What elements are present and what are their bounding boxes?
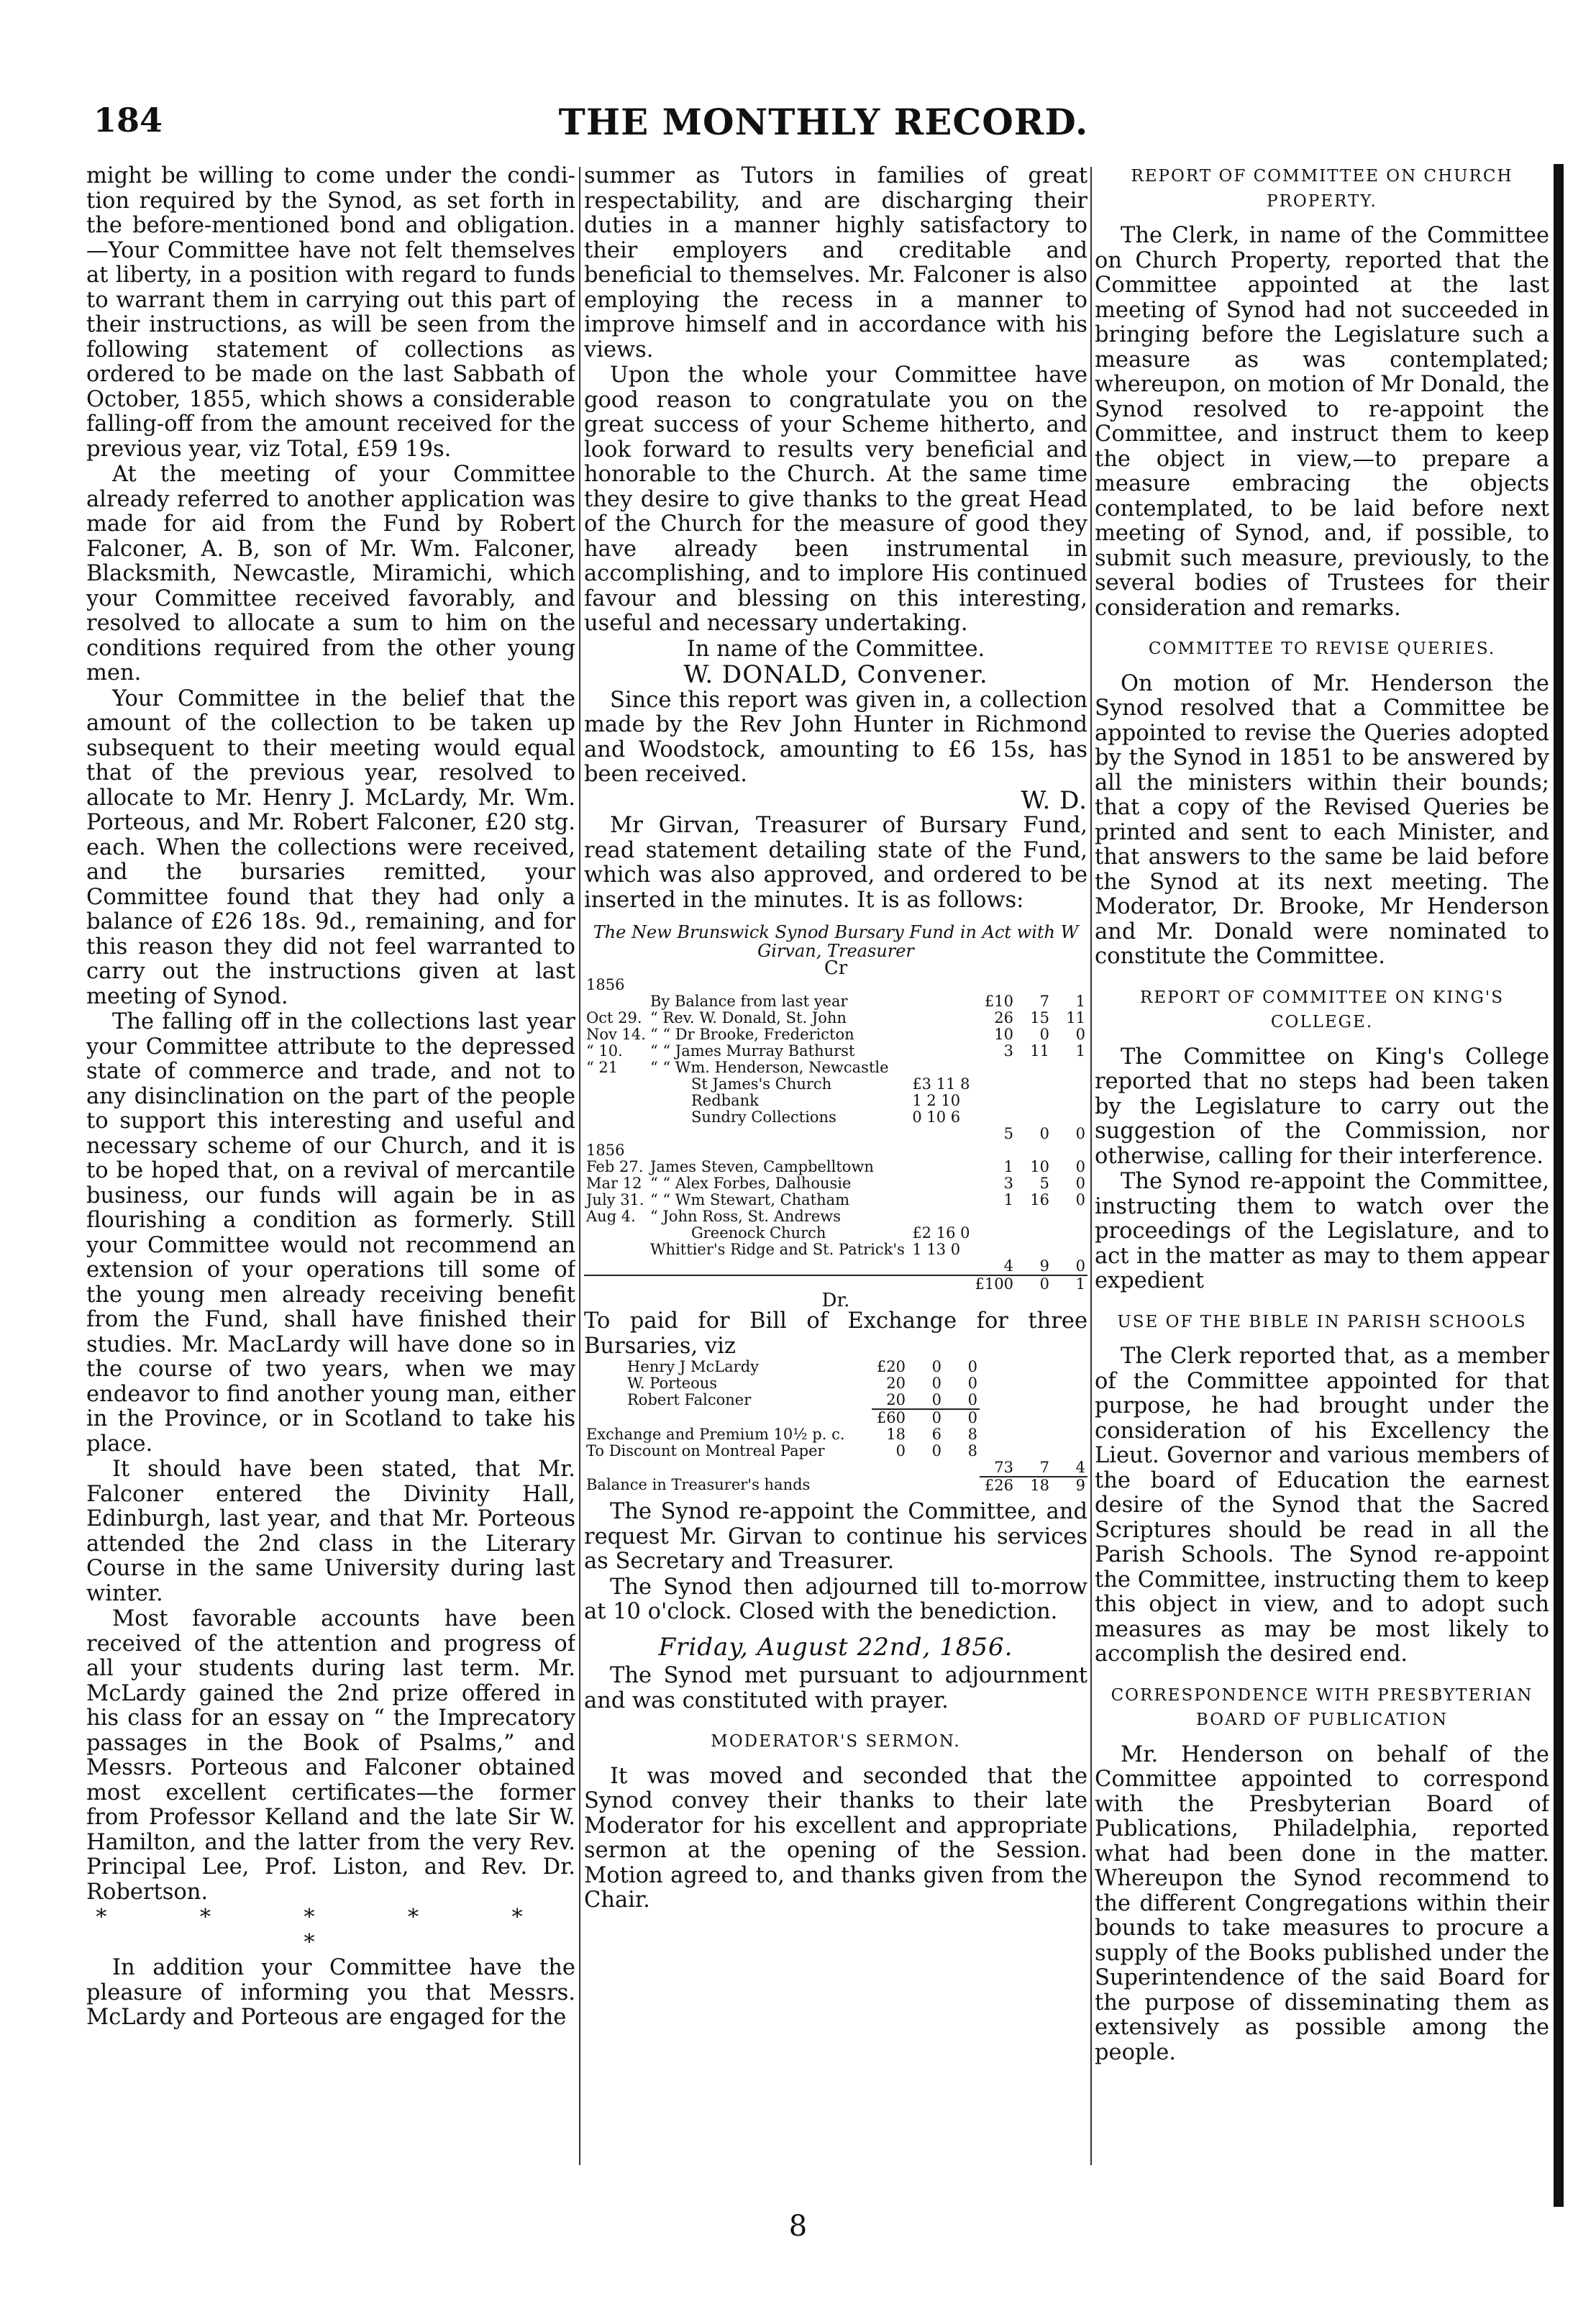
debit-label: Dr. (821, 1290, 850, 1311)
section-heading: COMMITTEE TO REVISE QUERIES. (1148, 639, 1496, 658)
paragraph: It should have been stated, that Mr. Falconer entered the Divinity Hall, Edinburgh, last year, and that Mr. Porteous attended the 2nd class in the Literary Course in the same University during last winter. (86, 1457, 575, 1606)
paragraph: On motion of Mr. Henderson the Synod resolved that a Committee be appointed to revise the Queries adopted by the Synod in 1851 to be answered by all the ministers within their bounds; that a copy of the Revised Queries be printed and sent to each Minister, and that answers to the same be laid before the Synod at its next meeting. The Moderator, Dr. Brooke, Mr Henderson and Mr. Donald were nominated to constitute the Committee. (1095, 670, 1549, 969)
page-edge-bar (1554, 164, 1564, 2207)
debit-table (584, 1359, 1087, 1494)
signature-mark: 8 (788, 2210, 808, 2243)
table-row: Nov 14. “ “ Dr Brooke, Fredericton 10 0 0 (586, 1026, 1085, 1043)
balance-row: Balance in Treasurer's hands £26 18 9 (584, 1477, 1087, 1494)
section-heading: MODERATOR'S SERMON. (711, 1732, 961, 1751)
paragraph: summer as Tutors in families of great respectability, and are discharging their duties in a manner highly satisfactory to their employers and creditable and beneficial to themselves. Mr. Falconer is also employing the recess in a manner to improve himself and in accordance with his views. (584, 164, 1087, 363)
table-row: Redbank 1 2 10 (690, 1092, 961, 1109)
credit-table (584, 977, 1087, 1293)
column-right (1095, 164, 1549, 2180)
column-left (86, 164, 575, 2180)
table-row: W. Porteous 20 0 0 (627, 1375, 977, 1392)
paragraph: In addition your Committee have the pleasure of informing you that Messrs. McLardy and Porteous are engaged for the (86, 1955, 575, 2030)
debit-total-row: 73 7 4 (994, 1459, 1085, 1476)
table-row: Whittier's Ridge and St. Patrick's 1 13 0 (649, 1241, 961, 1258)
table-row: 4 9 0 (1003, 1257, 1085, 1275)
account-title: The New Brunswick Synod Bursary Fund in Act with W Girvan, Treasurer (593, 922, 1079, 961)
paragraph: The Committee on King's College reported that no steps had been taken by the Legislature to carry out the suggestion of the Commission, nor otherwise, calling for their interference. (1095, 1044, 1549, 1169)
section-heading: REPORT OF COMMITTEE ON KING'S COLLEGE. (1140, 988, 1504, 1031)
paragraph: Mr Girvan, Treasurer of Bursary Fund, read statement detailing state of the Fund, which was also approved, and ordered to be inserted in the minutes. It is as follows: (584, 813, 1087, 913)
paragraph: The Synod then adjourned till to-morrow at 10 o'clock. Closed with the benediction. (584, 1574, 1087, 1624)
page-header (94, 101, 1554, 151)
initials-signature: W. D. (1021, 785, 1087, 815)
column-middle (584, 164, 1087, 2180)
paragraph: At the meeting of your Committee already referred to another application was made for aid from the Fund by Robert Falconer, A. B, son of Mr. Wm. Falconer, Blacksmith, Newcastle, Miramichi, which your Committee received favorably, and resolved to allocate a sum to him on the conditions required from the other young men. (86, 462, 575, 686)
paragraph: Your Committee in the belief that the amount of the collection to be taken up subsequent to their meeting would equal that of the previous year, resolved to allocate to Mr. Henry J. McLardy, Mr. Wm. Porteous, and Mr. Robert Falconer, £20 stg. each. When the collections were received, and the bursaries remitted, your Committee found that they had only a balance of £26 18s. 9d., remaining, and for this reason they did not feel warranted to carry out the instructions given at last meeting of Synod. (86, 686, 575, 1009)
table-row: Greenock Church £2 16 0 (690, 1224, 970, 1242)
in-name-line: In name of the Committee. (686, 636, 985, 662)
credit-label: Cr (824, 957, 848, 979)
paragraph: Most favorable accounts have been received of the attention and progress of all your students during last term. Mr. McLardy gained the 2nd prize offered in his class for an essay on “ the Imprecatory passages in the Book of Psalms,” and Messrs. Porteous and Falconer obtained most excellent certificates—the former from Professor Kelland and the late Sir W. Hamilton, and the latter from the very Rev. Principal Lee, Prof. Liston, and Rev. Dr. Robertson. (86, 1606, 575, 1905)
table-row: Feb 27. James Steven, Campbelltown 1 10 0 (586, 1158, 1085, 1175)
paragraph: It was moved and seconded that the Synod convey their thanks to their late Moderator for his excellent and appropriate sermon at the opening of the Session. Motion agreed to, and thanks given from the Chair. (584, 1763, 1087, 1913)
table-row: Exchange and Premium 10½ p. c. 18 6 8 (586, 1426, 977, 1443)
table-row: St James's Church £3 11 8 (690, 1075, 970, 1093)
debit-description: To paid for Bill of Exchange for three Bursaries, viz (584, 1308, 1087, 1359)
paragraph: Since this report was given in, a collection made by the Rev John Hunter in Richmond and Woodstock, amounting to £6 15s, has been received. (584, 687, 1087, 787)
paragraph: The Synod re-appoint the Committee, and request Mr. Girvan to continue his services as Secretary and Treasurer. (584, 1499, 1087, 1574)
year-label: 1856 (586, 1142, 625, 1159)
table-row: Oct 29. “ Rev. W. Donald, St. John 26 15 11 (586, 1009, 1085, 1026)
table-row: Aug 4. “ John Ross, St. Andrews (586, 1208, 842, 1225)
page-number: 184 (94, 101, 163, 140)
bursary-fund-account (584, 923, 1087, 1494)
convener-signature: W. DONALD, Convener. (683, 660, 988, 689)
debit-subtotal-row: £60 0 0 (584, 1409, 1087, 1426)
paragraph: The Clerk, in name of the Committee on Church Property, reported that the Committee appointed at the last meeting of Synod had not succeeded in bringing before the Legislature such a measure as was contemplated; whereupon, on motion of Mr Donald, the Synod resolved to re-appoint the Committee, and instruct them to keep the object in view,—to prepare a measure embracing the objects contemplated, to be laid before next meeting of Synod, and, if possible, to submit such measure, previously, to the several bodies of Trustees for their consideration and remarks. (1095, 223, 1549, 621)
table-row: By Balance from last year £10 7 1 (649, 993, 1085, 1010)
section-heading: REPORT OF COMMITTEE ON CHURCH PROPERTY. (1131, 167, 1513, 211)
paragraph: The falling off in the collections last year your Committee attribute to the depressed state of commerce and trade, and not to any disinclination on the part of the people to support this interesting and useful and necessary scheme of our Church, and it is to be hoped that, on a revival of mercantile business, our funds will again be in as flourishing a condition as formerly. Still your Committee would not recommend an extension of your operations till some of the young men already receiving benefit from the Fund, shall have finished their studies. Mr. MacLardy will have done so in the course of two years, when we may endeavor to find another young man, either in the Province, or in Scotland to take his place. (86, 1009, 575, 1457)
page-title: THE MONTHLY RECORD. (558, 101, 1089, 143)
table-row: Henry J McLardy £20 0 0 (627, 1358, 977, 1375)
credit-total-row: £100 0 1 (584, 1275, 1087, 1293)
table-row: Sundry Collections 0 10 6 (690, 1108, 961, 1126)
paragraph: might be willing to come under the condi-tion required by the Synod, as set forth in the before-mentioned bond and obligation.—Your Committee have not felt themselves at liberty, in a position with regard to funds to warrant them in carrying out this part of their instructions, as will be seen from the following statement of collections as ordered to be made on the last Sabbath of October, 1855, which shows a considerable falling-off from the amount received for the previous year, viz Total, £59 19s. (86, 164, 575, 462)
paragraph: Upon the whole your Committee have good reason to congratulate you on the great success of your Scheme hitherto, and look forward to results very beneficial and honorable to the Church. At the same time they desire to give thanks to the great Head of the Church for the measure of good they have already been instrumental in accomplishing, and to implore His continued favour and blessing on this interesting, useful and necessary undertaking. (584, 363, 1087, 636)
table-row: 5 0 0 (1003, 1125, 1085, 1142)
table-row: Robert Falconer 20 0 0 (627, 1391, 977, 1408)
paragraph: The Synod met pursuant to adjournment and was constituted with prayer. (584, 1663, 1087, 1713)
table-row: “ 10. “ “ James Murray Bathurst 3 11 1 (586, 1042, 1085, 1060)
table-row: “ 21 “ “ Wm. Henderson, Newcastle (586, 1059, 889, 1076)
year-label: 1856 (586, 976, 625, 993)
section-break-stars: * * * * * * (96, 1905, 566, 1955)
section-heading: CORRESPONDENCE WITH PRESBYTERIAN BOARD OF PUBLICATION (1111, 1685, 1533, 1729)
table-row: July 31. “ “ Wm Stewart, Chatham 1 16 0 (586, 1191, 1085, 1208)
paragraph: The Synod re-appoint the Committee, instructing them to watch over the proceedings of the Legislature, and to act in the matter as may to them appear expedient (1095, 1169, 1549, 1293)
table-row: To Discount on Montreal Paper 0 0 8 (586, 1442, 977, 1459)
section-heading: USE OF THE BIBLE IN PARISH SCHOOLS (1117, 1312, 1527, 1331)
session-date-heading: Friday, August 22nd, 1856. (658, 1632, 1013, 1662)
column-rule-1 (579, 167, 580, 2165)
paragraph: Mr. Henderson on behalf of the Committee appointed to correspond with the Presbyterian Board of Publications, Philadelphia, reported what had been done in the matter. Whereupon the Synod recommend to the different Congregations within their bounds to take measures to procure a supply of the Books published under the Superintendence of the said Board for the purpose of disseminating them as extensively as possible among the people. (1095, 1741, 1549, 2065)
paragraph: The Clerk reported that, as a member of the Committee appointed for that purpose, he had brought under the consideration of his Excellency the Lieut. Governor and various members of the board of Education the earnest desire of the Synod that the Sacred Scriptures should be read in all the Parish Schools. The Synod re-appoint the Committee, instructing them to keep this object in view, and to adopt such measures as may be most likely to accomplish the desired end. (1095, 1344, 1549, 1667)
table-row: Mar 12 “ “ Alex Forbes, Dalhousie 3 5 0 (586, 1175, 1085, 1192)
column-rule-2 (1090, 167, 1092, 2165)
